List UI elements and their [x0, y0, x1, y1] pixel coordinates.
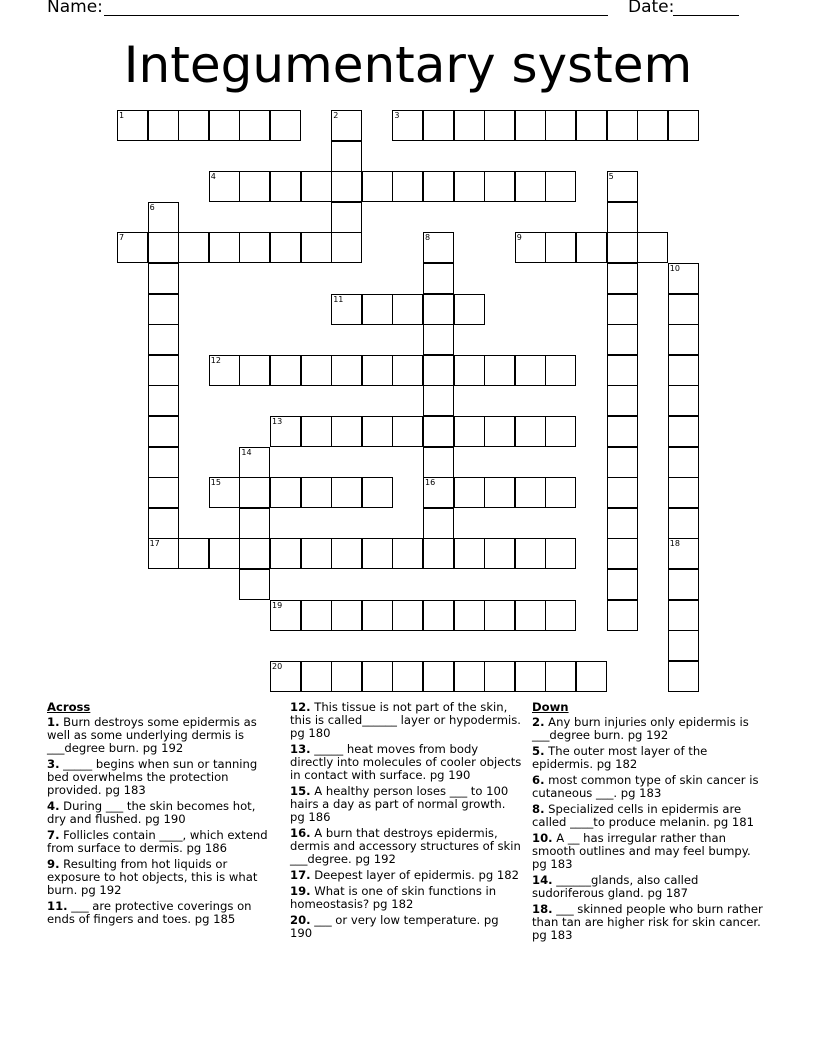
crossword-cell[interactable]: [209, 355, 240, 386]
crossword-cell[interactable]: [148, 447, 179, 478]
crossword-cell[interactable]: [301, 600, 332, 631]
date-label: Date:: [628, 0, 675, 17]
clue-item-number: 6.: [532, 773, 545, 787]
clue-item-number: 17.: [290, 868, 311, 882]
crossword-cell[interactable]: [484, 600, 515, 631]
crossword-cell[interactable]: [331, 171, 362, 202]
crossword-cell[interactable]: [668, 263, 699, 294]
clue-item: [290, 869, 522, 882]
across-clues-column: [47, 701, 269, 929]
crossword-cell[interactable]: [668, 538, 699, 569]
crossword-cell[interactable]: [270, 232, 301, 263]
crossword-cell[interactable]: [392, 416, 423, 447]
crossword-cell[interactable]: [454, 477, 485, 508]
clue-item-number: 20.: [290, 913, 311, 927]
crossword-cell[interactable]: [454, 600, 485, 631]
crossword-cell[interactable]: [515, 232, 546, 263]
crossword-cell[interactable]: [178, 232, 209, 263]
across-clue-list-continued: [290, 701, 522, 940]
clue-item-text: ______glands, also called sudoriferous gland. pg 187: [532, 873, 699, 900]
crossword-cell[interactable]: [454, 416, 485, 447]
crossword-cell[interactable]: [209, 110, 240, 141]
crossword-cell[interactable]: [576, 661, 607, 692]
crossword-cell[interactable]: [331, 600, 362, 631]
clue-item: [47, 858, 269, 897]
clue-item-number: 12.: [290, 700, 311, 714]
crossword-cell[interactable]: [515, 110, 546, 141]
crossword-cell[interactable]: [423, 355, 454, 386]
crossword-cell[interactable]: [331, 110, 362, 141]
crossword-cell[interactable]: [423, 385, 454, 416]
crossword-cell[interactable]: [209, 477, 240, 508]
crossword-cell[interactable]: [239, 171, 270, 202]
clue-item: [290, 914, 522, 940]
crossword-cell[interactable]: [668, 508, 699, 539]
clue-number: 13: [272, 417, 283, 426]
crossword-cell[interactable]: [668, 600, 699, 631]
crossword-cell[interactable]: [301, 477, 332, 508]
clue-item-text: ___ skinned people who burn rather than tan are higher risk for skin cancer. pg 183: [532, 902, 763, 942]
clue-item-number: 3.: [47, 757, 60, 771]
clue-item-text: Deepest layer of epidermis. pg 182: [310, 868, 520, 882]
clue-item-text: The outer most layer of the epidermis. pg 182: [532, 744, 708, 771]
crossword-cell[interactable]: [668, 294, 699, 325]
clue-item-text: A burn that destroys epidermis, dermis and accessory structures of skin ___degree. pg 192: [290, 826, 521, 866]
crossword-cell[interactable]: [668, 355, 699, 386]
clue-item: [532, 716, 764, 742]
crossword-cell[interactable]: [392, 600, 423, 631]
crossword-cell[interactable]: [301, 232, 332, 263]
crossword-cell[interactable]: [545, 477, 576, 508]
crossword-cell[interactable]: [331, 355, 362, 386]
clue-number: 12: [210, 355, 221, 365]
crossword-cell[interactable]: [607, 538, 638, 569]
crossword-cell[interactable]: [484, 661, 515, 692]
crossword-cell[interactable]: [545, 232, 576, 263]
crossword-cell[interactable]: [331, 477, 362, 508]
crossword-cell[interactable]: [484, 355, 515, 386]
crossword-cell[interactable]: [484, 477, 515, 508]
crossword-cell[interactable]: [545, 355, 576, 386]
crossword-cell[interactable]: [607, 324, 638, 355]
crossword-cell[interactable]: [607, 385, 638, 416]
clue-item: [47, 900, 269, 926]
crossword-cell[interactable]: [331, 661, 362, 692]
crossword-cell[interactable]: [545, 171, 576, 202]
crossword-cell[interactable]: [454, 171, 485, 202]
clue-number: 15: [210, 478, 221, 488]
crossword-cell[interactable]: [454, 110, 485, 141]
clue-item-number: 15.: [290, 784, 311, 798]
crossword-cell[interactable]: [148, 294, 179, 325]
crossword-cell[interactable]: [178, 538, 209, 569]
crossword-cell[interactable]: [607, 477, 638, 508]
crossword-cell[interactable]: [545, 416, 576, 447]
clue-item: [290, 827, 522, 866]
clue-item: [47, 716, 269, 755]
crossword-cell[interactable]: [423, 110, 454, 141]
crossword-cell[interactable]: [117, 232, 148, 263]
clue-item-text: What is one of skin functions in homeostasis? pg 182: [290, 884, 497, 911]
crossword-cell[interactable]: [148, 263, 179, 294]
crossword-cell[interactable]: [515, 600, 546, 631]
crossword-cell[interactable]: [515, 538, 546, 569]
crossword-cell[interactable]: [362, 661, 393, 692]
clue-number: 9: [516, 233, 522, 243]
clue-number: 11: [333, 294, 344, 304]
clue-number: 2: [333, 111, 339, 120]
crossword-cell[interactable]: [148, 538, 179, 569]
crossword-cell[interactable]: [117, 110, 148, 141]
clue-item: [532, 874, 764, 900]
crossword-cell[interactable]: [607, 508, 638, 539]
crossword-cell[interactable]: [423, 600, 454, 631]
crossword-cell[interactable]: [484, 538, 515, 569]
crossword-cell[interactable]: [362, 355, 393, 386]
crossword-cell[interactable]: [423, 508, 454, 539]
crossword-cell[interactable]: [607, 263, 638, 294]
crossword-cell[interactable]: [607, 416, 638, 447]
crossword-cell[interactable]: [301, 538, 332, 569]
clue-item-text: Follicles contain ____, which extend from surface to dermis. pg 186: [47, 828, 268, 855]
clue-item: [532, 774, 764, 800]
clue-item-number: 19.: [290, 884, 311, 898]
crossword-cell[interactable]: [576, 232, 607, 263]
clue-item-number: 8.: [532, 802, 545, 816]
crossword-cell[interactable]: [270, 110, 301, 141]
clue-item-number: 9.: [47, 857, 60, 871]
clue-item: [290, 743, 522, 782]
crossword-cell[interactable]: [239, 569, 270, 600]
crossword-cell[interactable]: [423, 477, 454, 508]
clue-item: [290, 885, 522, 911]
crossword-cell[interactable]: [239, 232, 270, 263]
clue-item-text: Burn destroys some epidermis as well as some underlying dermis is ___degree burn. pg 192: [47, 715, 257, 755]
crossword-cell[interactable]: [270, 538, 301, 569]
crossword-cell[interactable]: [454, 355, 485, 386]
crossword-cell[interactable]: [607, 232, 638, 263]
crossword-cell[interactable]: [454, 538, 485, 569]
clue-item-text: ___ or very low temperature. pg 190: [290, 913, 499, 940]
crossword-cell[interactable]: [331, 416, 362, 447]
crossword-cell[interactable]: [331, 141, 362, 172]
crossword-cell[interactable]: [392, 171, 423, 202]
crossword-cell[interactable]: [423, 324, 454, 355]
crossword-cell[interactable]: [301, 171, 332, 202]
crossword-cell[interactable]: [270, 661, 301, 692]
clue-item: [532, 745, 764, 771]
clue-item-text: A __ has irregular rather than smooth outlines and may feel bumpy. pg 183: [532, 831, 751, 871]
crossword-cell[interactable]: [515, 661, 546, 692]
crossword-cell[interactable]: [423, 294, 454, 325]
crossword-cell[interactable]: [270, 171, 301, 202]
crossword-cell[interactable]: [607, 294, 638, 325]
crossword-cell[interactable]: [239, 355, 270, 386]
crossword-cell[interactable]: [515, 416, 546, 447]
crossword-cell[interactable]: [148, 477, 179, 508]
clue-item-number: 7.: [47, 828, 60, 842]
crossword-cell[interactable]: [423, 232, 454, 263]
crossword-cell[interactable]: [607, 355, 638, 386]
clue-number: 4: [210, 172, 216, 182]
crossword-cell[interactable]: [668, 416, 699, 447]
crossword-cell[interactable]: [484, 171, 515, 202]
crossword-cell[interactable]: [668, 569, 699, 600]
crossword-cell[interactable]: [239, 508, 270, 539]
crossword-cell[interactable]: [545, 538, 576, 569]
clue-item-number: 4.: [47, 799, 60, 813]
clue-item: [47, 829, 269, 855]
crossword-cell[interactable]: [392, 538, 423, 569]
crossword-cell[interactable]: [148, 202, 179, 233]
clue-item: [290, 785, 522, 824]
clue-number: 10: [669, 264, 680, 273]
clue-item: [290, 701, 522, 740]
crossword-cell[interactable]: [668, 661, 699, 692]
crossword-cell[interactable]: [545, 600, 576, 631]
crossword-cell[interactable]: [392, 294, 423, 325]
crossword-cell[interactable]: [607, 600, 638, 631]
clue-item-number: 14.: [532, 873, 553, 887]
crossword-cell[interactable]: [239, 538, 270, 569]
crossword-cell[interactable]: [607, 447, 638, 478]
crossword-cell[interactable]: [545, 661, 576, 692]
clue-number: 14: [241, 447, 252, 457]
clue-number: 16: [425, 478, 436, 488]
crossword-cell[interactable]: [301, 355, 332, 386]
crossword-cell[interactable]: [270, 355, 301, 386]
across-heading: Across: [47, 700, 91, 714]
crossword-cell[interactable]: [239, 447, 270, 478]
clue-number: 1: [119, 111, 125, 120]
crossword-cell[interactable]: [362, 294, 393, 325]
crossword-cell[interactable]: [392, 661, 423, 692]
crossword-cell[interactable]: [668, 477, 699, 508]
crossword-cell[interactable]: [668, 110, 699, 141]
crossword-cell[interactable]: [668, 630, 699, 661]
clue-item-number: 1.: [47, 715, 60, 729]
crossword-cell[interactable]: [362, 538, 393, 569]
crossword-cell[interactable]: [148, 355, 179, 386]
clue-number: 6: [149, 202, 155, 212]
clue-item-number: 5.: [532, 744, 545, 758]
crossword-cell[interactable]: [576, 110, 607, 141]
clue-item-text: During ___ the skin becomes hot, dry and flushed. pg 190: [47, 799, 256, 826]
crossword-cell[interactable]: [423, 538, 454, 569]
crossword-cell[interactable]: [454, 661, 485, 692]
clue-item-text: Specialized cells in epidermis are called ____to produce melanin. pg 181: [532, 802, 755, 829]
name-label: Name:: [47, 0, 103, 17]
clue-item-number: 16.: [290, 826, 311, 840]
crossword-cell[interactable]: [270, 416, 301, 447]
crossword-cell[interactable]: [423, 447, 454, 478]
clue-number: 19: [272, 600, 283, 610]
crossword-cell[interactable]: [515, 355, 546, 386]
page-title: Integumentary system: [123, 36, 693, 94]
crossword-cell[interactable]: [484, 110, 515, 141]
crossword-cell[interactable]: [484, 416, 515, 447]
crossword-cell[interactable]: [148, 110, 179, 141]
clue-item-number: 18.: [532, 902, 553, 916]
crossword-cell[interactable]: [270, 477, 301, 508]
crossword-cell[interactable]: [423, 263, 454, 294]
clue-item-text: This tissue is not part of the skin, this is called______ layer or hypodermis. pg 180: [290, 700, 521, 740]
down-clues-column: [532, 701, 764, 945]
crossword-cell[interactable]: [423, 416, 454, 447]
clue-item-number: 11.: [47, 899, 68, 913]
clue-item: [47, 800, 269, 826]
crossword-cell[interactable]: [301, 661, 332, 692]
crossword-cell[interactable]: [637, 232, 668, 263]
clue-number: 17: [149, 539, 160, 549]
clue-item: [532, 832, 764, 871]
crossword-cell[interactable]: [607, 171, 638, 202]
crossword-cell[interactable]: [178, 110, 209, 141]
clue-item-text: A healthy person loses ___ to 100 hairs a day as part of normal growth. pg 186: [290, 784, 509, 824]
clue-number: 5: [608, 172, 614, 182]
across-clue-list: [47, 716, 269, 926]
clue-item-number: 2.: [532, 715, 545, 729]
clue-item-text: most common type of skin cancer is cutaneous ___. pg 183: [532, 773, 759, 800]
crossword-cell[interactable]: [454, 294, 485, 325]
down-heading: Down: [532, 700, 569, 714]
clue-item-text: _____ begins when sun or tanning bed overwhelms the protection provided. pg 183: [47, 757, 258, 797]
crossword-cell[interactable]: [362, 171, 393, 202]
crossword-cell[interactable]: [637, 110, 668, 141]
crossword-cell[interactable]: [515, 477, 546, 508]
crossword-cell[interactable]: [423, 661, 454, 692]
crossword-cell[interactable]: [423, 171, 454, 202]
clue-number: 3: [394, 111, 400, 120]
clue-item: [532, 903, 764, 942]
crossword-cell[interactable]: [148, 324, 179, 355]
down-clue-list: [532, 716, 764, 942]
crossword-cell[interactable]: [239, 110, 270, 141]
crossword-cell[interactable]: [331, 294, 362, 325]
clue-item-text: Resulting from hot liquids or exposure to hot objects, this is what burn. pg 192: [47, 857, 258, 897]
crossword-cell[interactable]: [209, 171, 240, 202]
clue-item-text: Any burn injuries only epidermis is ___degree burn. pg 192: [532, 715, 749, 742]
clue-item: [47, 758, 269, 797]
crossword-cell[interactable]: [148, 416, 179, 447]
crossword-cell[interactable]: [362, 477, 393, 508]
clue-item-number: 10.: [532, 831, 553, 845]
crossword-cell[interactable]: [209, 232, 240, 263]
crossword-cell[interactable]: [331, 202, 362, 233]
crossword-cell[interactable]: [607, 110, 638, 141]
crossword-cell[interactable]: [331, 232, 362, 263]
crossword-cell[interactable]: [301, 416, 332, 447]
crossword-cell[interactable]: [545, 110, 576, 141]
crossword-cell[interactable]: [362, 416, 393, 447]
crossword-cell[interactable]: [668, 324, 699, 355]
crossword-cell[interactable]: [607, 569, 638, 600]
clue-number: 18: [669, 539, 680, 549]
crossword-cell[interactable]: [392, 110, 423, 141]
crossword-cell[interactable]: [362, 600, 393, 631]
clue-number: 8: [425, 233, 431, 243]
crossword-cell[interactable]: [331, 538, 362, 569]
crossword-cell[interactable]: [270, 600, 301, 631]
crossword-cell[interactable]: [515, 171, 546, 202]
crossword-cell[interactable]: [148, 232, 179, 263]
crossword-cell[interactable]: [239, 477, 270, 508]
across-clues-continued-column: [290, 701, 522, 943]
clue-item-text: _____ heat moves from body directly into molecules of cooler objects in contact with surface. pg 190: [290, 742, 522, 782]
clue-item-number: 13.: [290, 742, 311, 756]
clue-number: 20: [272, 661, 283, 671]
clue-number: 7: [119, 233, 125, 243]
crossword-cell[interactable]: [209, 538, 240, 569]
crossword-cell[interactable]: [668, 385, 699, 416]
crossword-cell[interactable]: [668, 447, 699, 478]
crossword-cell[interactable]: [392, 355, 423, 386]
crossword-cell[interactable]: [148, 508, 179, 539]
clue-item: [532, 803, 764, 829]
crossword-cell[interactable]: [148, 385, 179, 416]
crossword-cell[interactable]: [607, 202, 638, 233]
clue-item-text: ___ are protective coverings on ends of fingers and toes. pg 185: [47, 899, 252, 926]
